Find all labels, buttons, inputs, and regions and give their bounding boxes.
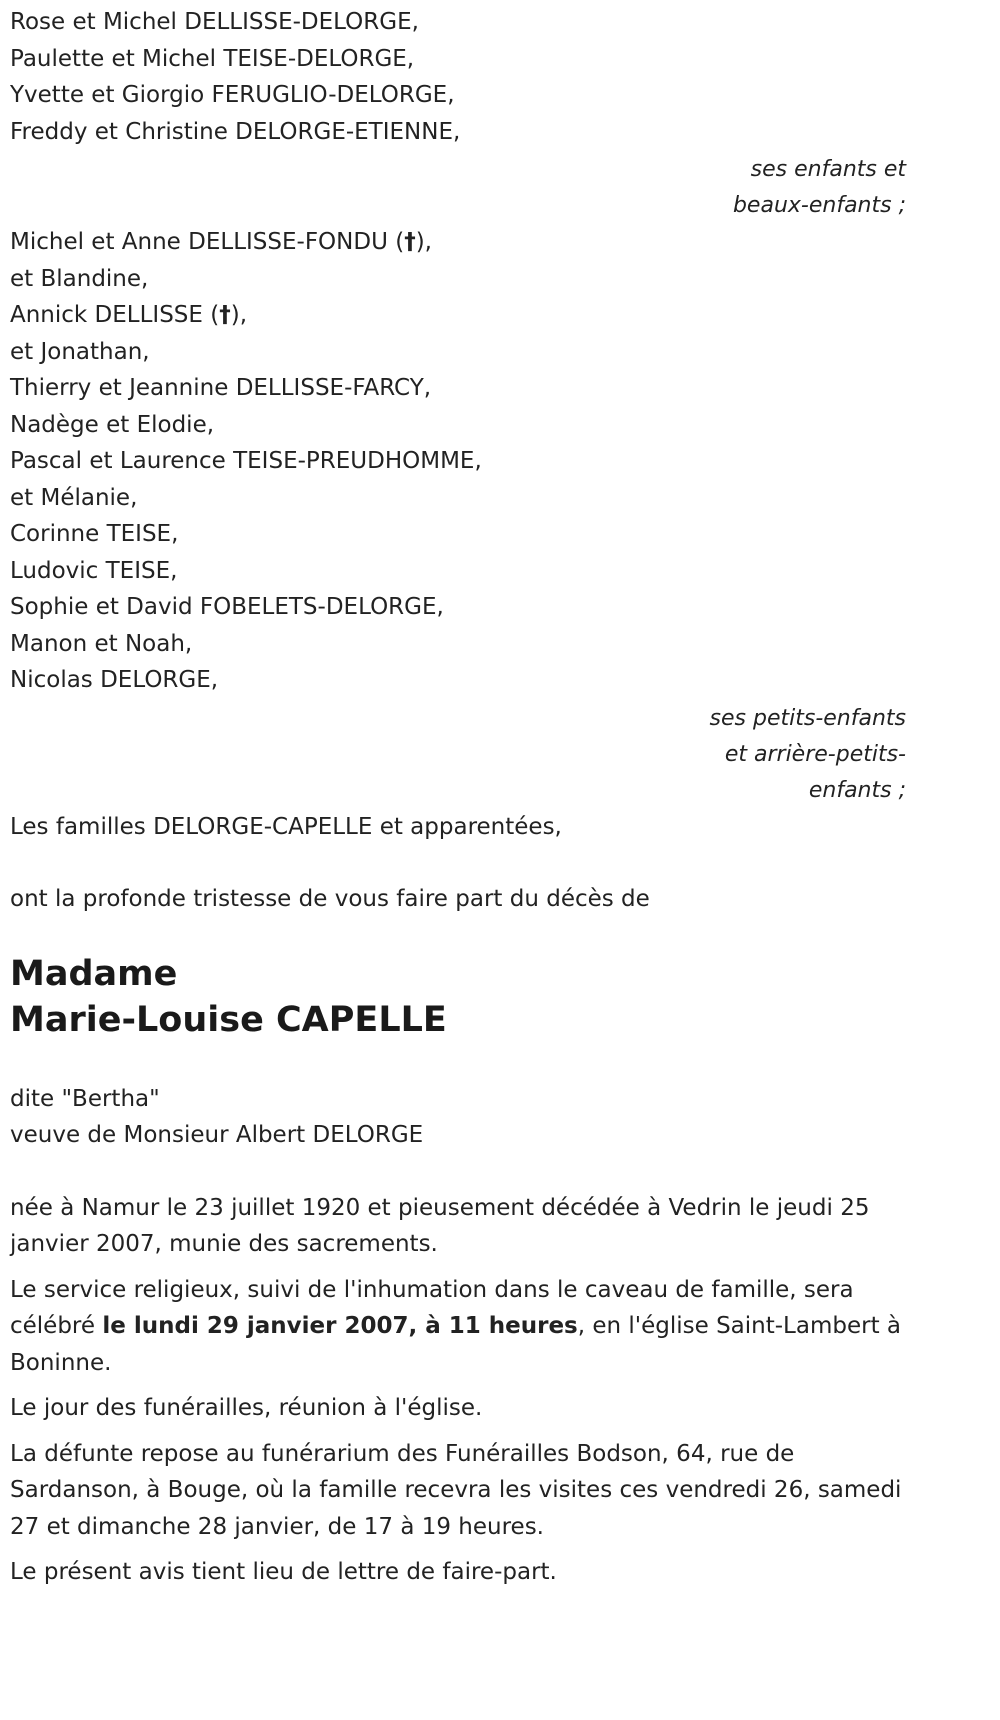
announcement-intro: ont la profonde tristesse de vous faire part du décès de: [10, 886, 650, 912]
role-line: et arrière-petits-: [724, 741, 906, 767]
list-item: Thierry et Jeannine DELLISSE-FARCY,: [10, 375, 432, 401]
role-line: ses petits-enfants: [709, 705, 906, 731]
deceased-widow-of: veuve de Monsieur Albert DELORGE: [10, 1122, 424, 1148]
service-paragraph: [10, 1272, 906, 1382]
list-item-text: ),: [230, 302, 248, 328]
dagger-icon: †: [404, 229, 416, 255]
deceased-name-heading: [10, 951, 906, 1043]
list-item: Manon et Noah,: [10, 630, 193, 657]
children-role-label: [10, 152, 906, 224]
list-item: et Blandine,: [10, 265, 149, 292]
rest-paragraph: La défunte repose au funérarium des Funérailles Bodson, 64, rue de Sardanson, à Bouge, où la famille recevra les visites ces vendredi 26, samedi 27 et dimanche 28 janvier, de 17 à 19 heures.: [10, 1440, 902, 1540]
list-item: et Mélanie,: [10, 484, 138, 511]
deceased-name: Marie-Louise CAPELLE: [10, 999, 447, 1040]
list-item: Nadège et Elodie,: [10, 411, 215, 438]
deceased-nickname: dite "Bertha": [10, 1085, 160, 1112]
list-item: Rose et Michel DELLISSE-DELORGE,: [10, 9, 419, 35]
list-item-text: ),: [415, 229, 432, 255]
dagger-icon: †: [219, 302, 231, 328]
list-item-text: Annick DELLISSE (: [10, 302, 220, 328]
list-item: Sophie et David FOBELETS-DELORGE,: [10, 594, 444, 620]
children-list: [10, 4, 906, 150]
list-item: Corinne TEISE,: [10, 521, 179, 547]
notice-body: [10, 1190, 906, 1591]
deceased-title: Madame: [10, 953, 178, 994]
list-item: Freddy et Christine DELORGE-ETIENNE,: [10, 118, 461, 145]
families-line: Les familles DELORGE-CAPELLE et apparentées,: [10, 813, 562, 840]
list-item-text: Michel et Anne DELLISSE-FONDU (: [10, 229, 405, 255]
list-item: [10, 297, 906, 334]
grandchildren-list: [10, 224, 906, 699]
notice-paragraph: Le présent avis tient lieu de lettre de faire-part.: [10, 1559, 557, 1585]
service-location: , en l'église Saint-Lambert à Boninne.: [10, 1313, 902, 1376]
birth-death-paragraph: née à Namur le 23 juillet 1920 et pieusement décédée à Vedrin le jeudi 25 janvier 2007, munie des sacrements.: [10, 1194, 870, 1257]
list-item: Pascal et Laurence TEISE-PREUDHOMME,: [10, 448, 482, 474]
meeting-paragraph: Le jour des funérailles, réunion à l'église.: [10, 1395, 483, 1421]
list-item: Yvette et Giorgio FERUGLIO-DELORGE,: [10, 82, 455, 108]
role-line: enfants ;: [808, 777, 906, 803]
grandchildren-role-label: [10, 701, 906, 809]
service-date-time: le lundi 29 janvier 2007, à 11 heures: [102, 1313, 578, 1339]
list-item: Paulette et Michel TEISE-DELORGE,: [10, 45, 415, 72]
list-item: Nicolas DELORGE,: [10, 667, 219, 693]
service-text: Le service religieux, suivi de l'inhumation dans le caveau de famille, sera célébré: [10, 1276, 854, 1339]
list-item: et Jonathan,: [10, 338, 150, 365]
role-line: beaux-enfants ;: [732, 193, 906, 218]
list-item: [10, 224, 906, 261]
role-line: ses enfants et: [750, 157, 906, 182]
list-item: Ludovic TEISE,: [10, 557, 178, 584]
deceased-details: [10, 1081, 906, 1154]
